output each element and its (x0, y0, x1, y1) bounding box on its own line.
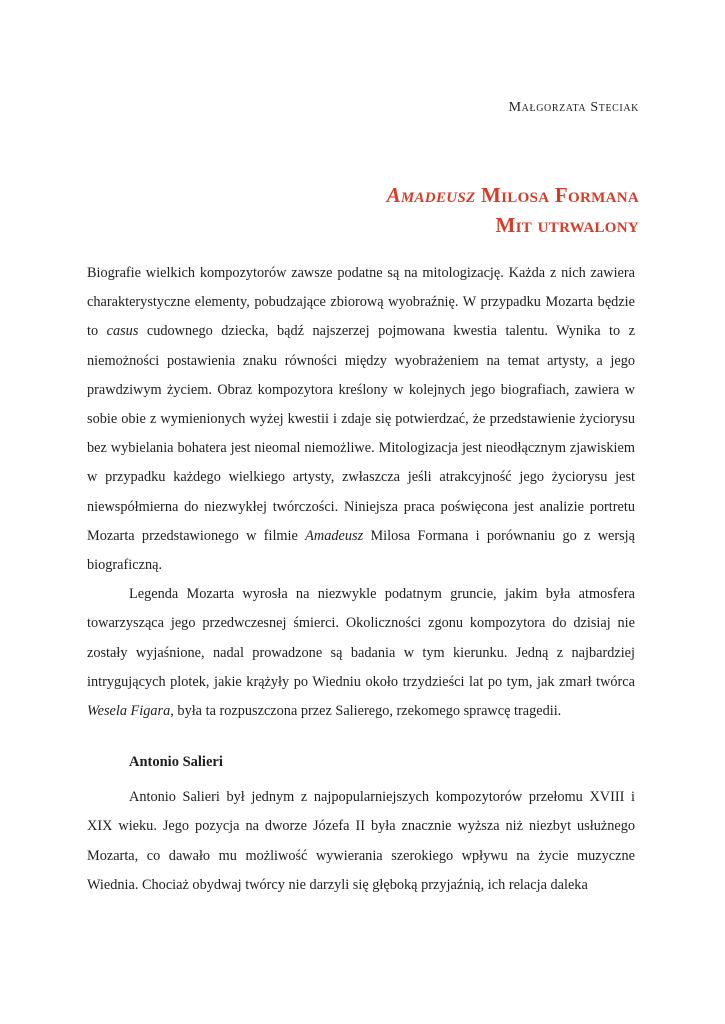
paragraph-2-text-b: , była ta rozpuszczona przez Salierego, rzekomego sprawcę tragedii. (170, 703, 562, 720)
paragraph-1-text-b: cudownego dziecka, bądź najszerzej pojmowana kwestia talentu. Wynika to z niemożności postawienia znaku równości między wyobrażeniem na temat artysty, a jego prawdziwym życiem. Obraz kompozytora kreślony w kolejnych jego biografiach, zawiera w sobie obie z wymienionych wyżej kwestii i zdaje się potwierdzać, że przedstawienie życiorysu bez wybielania bohatera jest nieomal niemożliwe. Mitologizacja jest nieodłącznym zjawiskiem w przypadku każdego wielkiego artysty, zwłaszcza jeśli atrakcyjność jego życiorysu jest niewspółmierna do niezwykłej twórczości. Niniejsza praca poświęcona jest analizie portretu Mozarta przedstawionego w filmie (87, 323, 635, 544)
paragraph-2-text-a: Legenda Mozarta wyrosła na niezwykle podatnym gruncie, jakim była atmosfera towarzysząca jego przedwczesnej śmierci. Okoliczności zgonu kompozytora do dzisiaj nie zostały wyjaśnione, nadal prowadzone są badania w tym kierunku. Jedną z najbardziej intrygujących plotek, jakie krążyły po Wiedniu około trzydzieści lat po tym, jak zmarł twórca (87, 586, 635, 690)
paragraph-2 (87, 580, 635, 726)
title-line-2: Mit utrwalony (495, 213, 639, 237)
author-name: Małgorzata Steciak (508, 100, 639, 115)
article-title (387, 180, 639, 240)
paragraph-1-text-a: Biografie wielkich kompozytorów zawsze podatne są na mitologizację. Każda z nich zawiera charakterystyczne elementy, pobudzające zbiorową wyobraźnię. W przypadku Mozarta będzie to (87, 265, 635, 340)
paragraph-1 (87, 259, 635, 580)
title-line-1 (387, 180, 639, 210)
opera-title-inline: Wesela Figara (87, 703, 171, 720)
casus-term: casus (106, 323, 139, 340)
title-director: Milosa Formana (475, 183, 639, 207)
section-heading: Antonio Salieri (129, 754, 223, 771)
article-body (87, 259, 635, 900)
paragraph-3: Antonio Salieri był jednym z najpopularniejszych kompozytorów przełomu XVIII i XIX wieku. Jego pozycja na dworze Józefa II była znacznie wyższa niż niezbyt usłużnego Mozarta, co dawało mu możliwość wywierania szerokiego wpływu na życie muzyczne Wiednia. Chociaż obydwaj twórcy nie darzyli się głęboką przyjaźnią, ich relacja daleka (87, 789, 635, 893)
paragraph-1-text-c: Milosa Formana i porównaniu go z wersją biograficzną. (87, 527, 636, 574)
film-title-inline: Amadeusz (305, 527, 364, 544)
title-film-name: Amadeusz (386, 183, 476, 207)
